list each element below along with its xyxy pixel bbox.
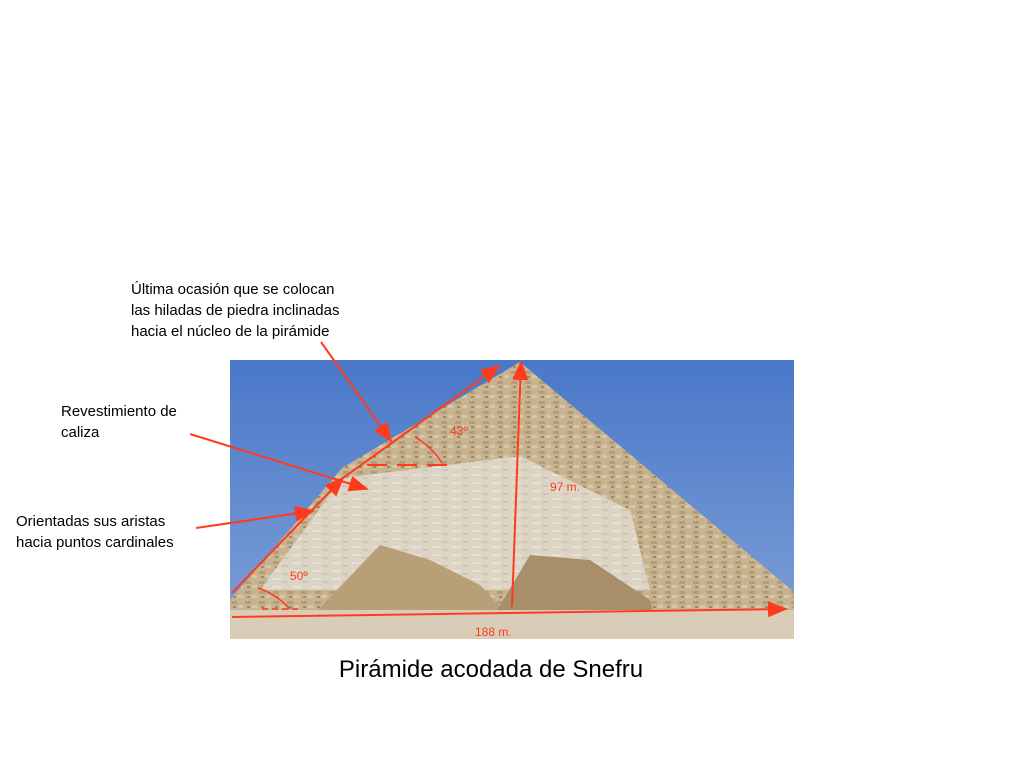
base-line [232,609,786,617]
upper-slope-arrow [321,342,391,441]
upper-slope-line [343,366,499,478]
cardinal-orientation-annotation-label: Orientadas sus aristas hacia puntos cardinales [16,513,174,551]
orientation-arrow [196,511,313,528]
lower-slope-line [232,478,343,593]
lower-angle-label: 50º [290,569,308,583]
base-label: 188 m. [475,625,512,639]
upper-angle-label: 43º [450,424,468,438]
slide-title: Pirámide acodada de Snefru [338,656,644,683]
upper-slope-annotation-label: Última ocasión que se colocan las hiladas de piedra inclinadas hacia el núcleo de la pirámide [131,281,340,340]
height-label: 97 m. [550,480,581,494]
height-line [512,362,521,607]
upper-angle-arc [415,437,442,463]
limestone-casing-annotation-label: Revestimiento de caliza [61,403,177,441]
lower-angle-arc [258,588,290,609]
